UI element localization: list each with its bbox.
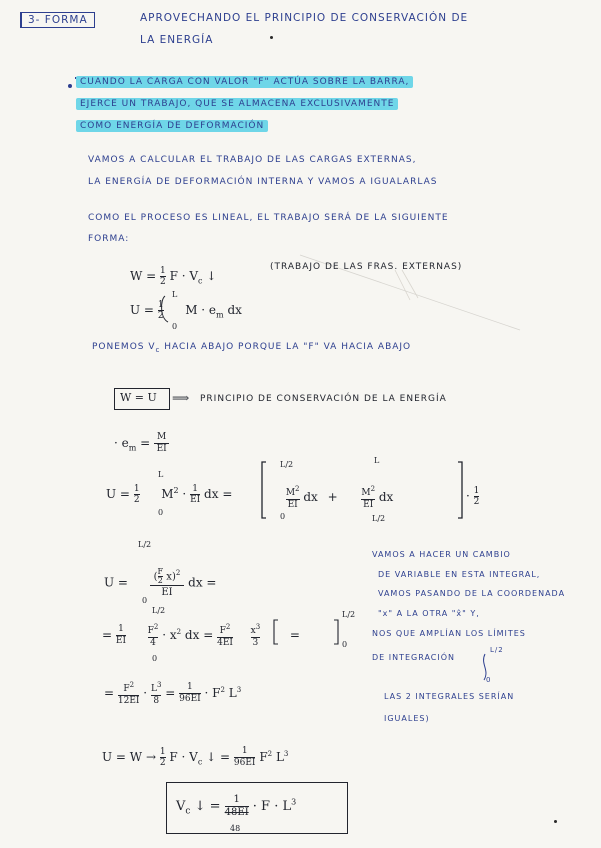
tail-l: L bbox=[228, 686, 237, 700]
frac-den: 2 bbox=[157, 311, 164, 321]
side-note-line3: VAMOS PASANDO DE LA COORDENADA bbox=[378, 589, 566, 598]
h-sup: 2 bbox=[225, 623, 231, 631]
principle-text: PRINCIPIO DE CONSERVACIÓN DE LA ENERGÍA bbox=[200, 394, 447, 404]
equals: = bbox=[165, 686, 176, 700]
r-den: 96EI bbox=[233, 758, 256, 768]
a-den: 12EI bbox=[117, 696, 140, 706]
equals: = bbox=[104, 686, 115, 700]
x-squared: · x bbox=[162, 628, 177, 642]
bullet-dot bbox=[68, 84, 72, 88]
u-sub-den: EI bbox=[161, 587, 173, 599]
answer-sub: c bbox=[185, 806, 191, 817]
dx: dx bbox=[303, 490, 318, 504]
side-note-line1: VAMOS A HACER UN CAMBIO bbox=[372, 550, 511, 559]
energy-equation bbox=[130, 300, 242, 321]
tail-f-sup: 2 bbox=[220, 686, 225, 694]
highlight-line2: EJERCE UN TRABAJO, QUE SE ALMACENA EXCLUSIVAMENTE bbox=[76, 98, 398, 110]
dx: dx bbox=[204, 487, 219, 501]
ponemos-text1: PONEMOS V bbox=[92, 342, 156, 352]
equals: = bbox=[289, 628, 300, 642]
section-title-line2: LA ENERGÍA bbox=[140, 34, 214, 46]
side-note-line4: "x" A LA OTRA "x̂" Y, bbox=[378, 609, 480, 618]
u-integrand: M · e bbox=[185, 303, 217, 317]
int-lower: 0 bbox=[152, 654, 158, 663]
equals: = bbox=[203, 628, 214, 642]
answer-sup: 3 bbox=[291, 797, 297, 807]
principle-arrow: ⟹ bbox=[172, 391, 190, 405]
u-expand-lhs: U = bbox=[106, 487, 130, 501]
ponemos-line bbox=[92, 342, 411, 354]
work-note: (TRABAJO DE LAS FRAS. EXTERNAS) bbox=[270, 262, 463, 272]
equals: = bbox=[102, 628, 113, 642]
frac-den: 2 bbox=[159, 758, 166, 768]
side-note-line6: DE INTEGRACIÓN bbox=[372, 653, 456, 662]
m-symbol: M bbox=[361, 488, 371, 498]
ink-dot bbox=[270, 36, 273, 39]
answer-den-small: 48 bbox=[230, 824, 241, 833]
bracket-num1: $M^2$ bbox=[285, 485, 300, 498]
frac-num: 1 bbox=[473, 486, 480, 496]
bracket-den2: EI bbox=[363, 500, 374, 510]
bracket-upper: L/2 bbox=[342, 610, 356, 619]
inner-den: 2 bbox=[157, 576, 163, 586]
equals: = bbox=[222, 487, 233, 501]
dx: dx bbox=[188, 575, 203, 590]
side-note-line5: NOS QUE AMPLÍAN LOS LÍMITES bbox=[372, 629, 526, 638]
final-lhs: U = W → bbox=[102, 750, 156, 764]
em-den: EI bbox=[156, 444, 167, 454]
m-symbol: M bbox=[161, 487, 174, 501]
frac-den: 2 bbox=[160, 277, 166, 287]
final-l-sup: 3 bbox=[283, 750, 289, 758]
a-sup: 2 bbox=[129, 681, 135, 689]
principle-box-text: W = U bbox=[120, 391, 157, 404]
highlight-line3: COMO ENERGÍA DE DEFORMACIÓN bbox=[76, 120, 268, 132]
f-symbol: F bbox=[219, 626, 226, 636]
section-title-line1: APROVECHANDO EL PRINCIPIO DE CONSERVACIÓN DE bbox=[140, 12, 469, 24]
u-lhs: U = bbox=[130, 303, 154, 317]
int-lower: 0 bbox=[142, 596, 148, 605]
tail-half bbox=[466, 486, 479, 507]
result-equation bbox=[104, 680, 241, 707]
bracket-num2: $M^2$ bbox=[361, 485, 376, 498]
int-lower: 0 bbox=[172, 322, 178, 331]
w-lhs: W = bbox=[130, 269, 157, 283]
dx: dx bbox=[378, 490, 394, 504]
inner-num: F bbox=[157, 567, 164, 577]
m-sup: 2 bbox=[173, 486, 179, 495]
int-upper: L/2 bbox=[280, 460, 294, 469]
answer-equation bbox=[176, 794, 296, 819]
w-sub: c bbox=[198, 276, 203, 286]
side-note-line2: DE VARIABLE EN ESTA INTEGRAL, bbox=[378, 570, 541, 579]
answer-num: 1 bbox=[225, 794, 249, 807]
br-num bbox=[251, 622, 261, 638]
x-sup: 2 bbox=[176, 628, 182, 636]
work-equation bbox=[130, 266, 216, 287]
int-upper: L bbox=[172, 290, 178, 299]
u-sub-sup: 2 bbox=[175, 569, 181, 577]
answer-den: 48EI bbox=[224, 807, 249, 818]
int-upper: L/2 bbox=[152, 606, 166, 615]
plus: + bbox=[327, 490, 338, 504]
g-den: 4 bbox=[150, 638, 156, 648]
answer-tail: · F · L bbox=[252, 799, 292, 814]
x-var: x bbox=[166, 571, 172, 583]
int-lower: L/2 bbox=[372, 514, 386, 523]
final-f-sup: 2 bbox=[267, 750, 273, 758]
intro-line4: FORMA: bbox=[88, 234, 130, 244]
bracket-den1: EI bbox=[287, 500, 298, 510]
h-num bbox=[217, 622, 233, 638]
g-sup: 2 bbox=[153, 623, 159, 631]
int-lower: 0 bbox=[280, 512, 286, 521]
final-equation bbox=[102, 746, 288, 769]
ponemos-text2: HACIA ABAJO PORQUE LA "F" VA HACIA ABAJO bbox=[164, 342, 412, 352]
w-rest: F · V bbox=[169, 269, 199, 283]
g-num bbox=[148, 622, 159, 638]
f-symbol: F bbox=[123, 684, 130, 694]
br-den: 3 bbox=[252, 638, 259, 648]
l-symbol: L bbox=[150, 684, 157, 694]
final-l: L bbox=[275, 750, 284, 764]
b-num bbox=[151, 680, 161, 696]
final-sub: c bbox=[197, 757, 203, 767]
frac-num: 1 bbox=[157, 300, 164, 310]
int-upper: L bbox=[374, 456, 380, 465]
r-num: 1 bbox=[234, 746, 256, 758]
int-lower: 0 bbox=[158, 508, 164, 517]
em-sub: m bbox=[128, 443, 137, 453]
c-den: 96EI bbox=[179, 694, 201, 704]
equals: = bbox=[206, 575, 217, 590]
h-den: 4EI bbox=[217, 638, 233, 648]
answer-eq: = bbox=[209, 799, 221, 814]
frac-num: 1 bbox=[159, 747, 166, 757]
highlight-line1: CUANDO LA CARGA CON VALOR "F" ACTÚA SOBRE LA BARRA, bbox=[76, 76, 413, 88]
u-sub-equation bbox=[104, 566, 216, 600]
answer-arrow: ↓ bbox=[194, 799, 206, 814]
final-mid-end: ↓ = bbox=[206, 750, 231, 764]
frac-num: 1 bbox=[133, 484, 140, 494]
tail-l-sup: 3 bbox=[236, 686, 242, 694]
u-sub: m bbox=[216, 310, 224, 320]
u-expand-bracket-group bbox=[272, 484, 393, 511]
frac-num: 1 bbox=[116, 624, 126, 636]
b-den: 8 bbox=[153, 696, 160, 706]
tail-f: · F bbox=[204, 686, 221, 700]
integrate-equation bbox=[102, 622, 300, 649]
w-arrow: ↓ bbox=[206, 269, 217, 283]
b-sup: 3 bbox=[156, 681, 162, 689]
side-note-line7: LAS 2 INTEGRALES SERÍAN bbox=[384, 692, 515, 701]
f-symbol: F bbox=[147, 626, 154, 636]
ponemos-sub: c bbox=[155, 345, 161, 354]
em-equation bbox=[114, 432, 169, 455]
ink-dot bbox=[554, 820, 557, 823]
side-note-lim-top: L/2 bbox=[490, 646, 504, 654]
c-num: 1 bbox=[179, 682, 201, 694]
section-label: 3- FORMA bbox=[20, 12, 95, 28]
frac-den: 2 bbox=[133, 495, 140, 505]
answer-lhs: V bbox=[176, 799, 186, 814]
br-sup: 3 bbox=[255, 623, 261, 631]
a-num bbox=[118, 680, 140, 696]
tail-dot: · bbox=[466, 489, 470, 503]
frac-num: 1 bbox=[190, 484, 200, 495]
frac-den: EI bbox=[190, 495, 201, 505]
int-upper: L bbox=[158, 470, 164, 479]
frac-num: 1 bbox=[160, 266, 166, 276]
intro-line2: LA ENERGÍA DE DEFORMACIÓN INTERNA Y VAMOS A IGUALARLAS bbox=[88, 177, 438, 187]
intro-line1: VAMOS A CALCULAR EL TRABAJO DE LAS CARGAS EXTERNAS, bbox=[88, 155, 417, 165]
bracket-lower: 0 bbox=[342, 640, 348, 649]
m-symbol: M bbox=[285, 488, 296, 498]
x-var: x bbox=[250, 626, 256, 636]
u-expand-lhs-group: U = $\frac{1}{2}$ $M^2$ · $\frac{1}{EI}$ dx = bbox=[106, 484, 233, 505]
dx: dx bbox=[184, 628, 200, 642]
u-sub-num: ( $\frac{F}{2}$ x)$^2$ bbox=[150, 566, 185, 586]
final-f: F bbox=[259, 750, 268, 764]
dot: · bbox=[143, 686, 148, 700]
em-lhs: · e bbox=[114, 436, 129, 450]
frac-den: 2 bbox=[473, 497, 480, 507]
intro-line3: COMO EL PROCESO ES LINEAL, EL TRABAJO SERÁ DE LA SIGUIENTE bbox=[88, 213, 449, 223]
side-note-line8: IGUALES) bbox=[384, 714, 430, 723]
int-upper: L/2 bbox=[138, 540, 152, 549]
u-dx: dx bbox=[227, 303, 242, 317]
final-mid: F · V bbox=[169, 750, 198, 764]
em-eq: = bbox=[140, 436, 151, 450]
em-num: M bbox=[154, 432, 169, 444]
side-note-lim-bot: 0 bbox=[486, 676, 492, 684]
u-sub-lhs: U = bbox=[104, 575, 128, 590]
frac-den: EI bbox=[115, 636, 127, 646]
